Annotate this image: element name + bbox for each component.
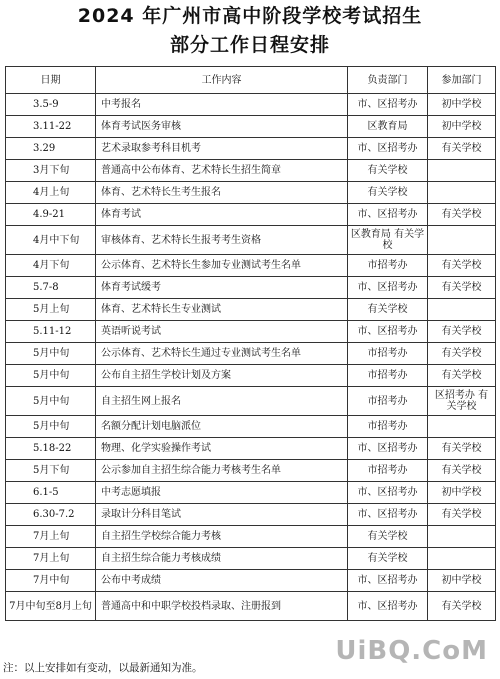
content-cell: 英语听说考试	[96, 321, 348, 343]
date-cell: 3月下旬	[6, 160, 96, 182]
content-cell: 自主招生网上报名	[96, 387, 348, 416]
table-row	[6, 526, 496, 548]
participating-dept-cell: 有关学校	[428, 460, 496, 482]
table-row	[6, 343, 496, 365]
schedule-table	[5, 66, 496, 621]
date-cell: 5月中旬	[6, 416, 96, 438]
header-responsible-dept: 负责部门	[348, 67, 428, 94]
responsible-dept-cell: 市、区招考办	[348, 277, 428, 299]
date-cell: 4月上旬	[6, 182, 96, 204]
responsible-dept-cell: 市、区招考办	[348, 592, 428, 621]
date-cell: 5月中旬	[6, 387, 96, 416]
responsible-dept-cell: 市招考办	[348, 365, 428, 387]
table-row	[6, 138, 496, 160]
responsible-dept-cell: 市、区招考办	[348, 204, 428, 226]
table-row	[6, 182, 496, 204]
content-cell: 公示体育、艺术特长生参加专业测试考生名单	[96, 255, 348, 277]
responsible-dept-cell: 市、区招考办	[348, 570, 428, 592]
participating-dept-cell: 初中学校	[428, 116, 496, 138]
table-header-row	[6, 67, 496, 94]
date-cell: 5.11-12	[6, 321, 96, 343]
content-cell: 艺术录取参考科目机考	[96, 138, 348, 160]
responsible-dept-cell: 有关学校	[348, 548, 428, 570]
content-cell: 公示参加自主招生综合能力考核考生名单	[96, 460, 348, 482]
content-cell: 自主招生学校综合能力考核	[96, 526, 348, 548]
participating-dept-cell: 有关学校	[428, 343, 496, 365]
participating-dept-cell	[428, 226, 496, 255]
responsible-dept-cell: 市招考办	[348, 387, 428, 416]
participating-dept-cell: 有关学校	[428, 504, 496, 526]
header-content: 工作内容	[96, 67, 348, 94]
content-cell: 体育考试	[96, 204, 348, 226]
participating-dept-cell: 有关学校	[428, 255, 496, 277]
participating-dept-cell	[428, 416, 496, 438]
table-row	[6, 226, 496, 255]
table-row	[6, 255, 496, 277]
table-row	[6, 482, 496, 504]
date-cell: 7月上旬	[6, 548, 96, 570]
table-row	[6, 387, 496, 416]
date-cell: 5月下旬	[6, 460, 96, 482]
date-cell: 5月中旬	[6, 365, 96, 387]
participating-dept-cell	[428, 299, 496, 321]
table-row	[6, 160, 496, 182]
date-cell: 7月中旬	[6, 570, 96, 592]
content-cell: 公布中考成绩	[96, 570, 348, 592]
responsible-dept-cell: 市、区招考办	[348, 482, 428, 504]
responsible-dept-cell: 区教育局 有关学校	[348, 226, 428, 255]
participating-dept-cell: 有关学校	[428, 277, 496, 299]
date-cell: 6.30-7.2	[6, 504, 96, 526]
responsible-dept-cell: 市、区招考办	[348, 138, 428, 160]
participating-dept-cell	[428, 526, 496, 548]
date-cell: 3.11-22	[6, 116, 96, 138]
participating-dept-cell: 初中学校	[428, 570, 496, 592]
table-row	[6, 438, 496, 460]
responsible-dept-cell: 有关学校	[348, 526, 428, 548]
participating-dept-cell	[428, 160, 496, 182]
title-block	[0, 0, 500, 62]
participating-dept-cell: 有关学校	[428, 138, 496, 160]
content-cell: 物理、化学实验操作考试	[96, 438, 348, 460]
responsible-dept-cell: 市招考办	[348, 460, 428, 482]
content-cell: 普通高中公布体育、艺术特长生招生简章	[96, 160, 348, 182]
date-cell: 4月下旬	[6, 255, 96, 277]
responsible-dept-cell: 区教育局	[348, 116, 428, 138]
content-cell: 体育、艺术特长生考生报名	[96, 182, 348, 204]
date-cell: 3.5-9	[6, 94, 96, 116]
date-cell: 3.29	[6, 138, 96, 160]
date-cell: 5月中旬	[6, 343, 96, 365]
responsible-dept-cell: 市招考办	[348, 343, 428, 365]
header-date: 日期	[6, 67, 96, 94]
table-row	[6, 548, 496, 570]
responsible-dept-cell: 市招考办	[348, 416, 428, 438]
responsible-dept-cell: 有关学校	[348, 182, 428, 204]
date-cell: 4.9-21	[6, 204, 96, 226]
date-cell: 5.7-8	[6, 277, 96, 299]
content-cell: 名额分配计划电脑派位	[96, 416, 348, 438]
content-cell: 中考报名	[96, 94, 348, 116]
table-row	[6, 365, 496, 387]
table-row	[6, 94, 496, 116]
date-cell: 5月上旬	[6, 299, 96, 321]
responsible-dept-cell: 市、区招考办	[348, 94, 428, 116]
content-cell: 公示体育、艺术特长生通过专业测试考生名单	[96, 343, 348, 365]
participating-dept-cell	[428, 182, 496, 204]
responsible-dept-cell: 市招考办	[348, 255, 428, 277]
participating-dept-cell: 有关学校	[428, 321, 496, 343]
table-row	[6, 592, 496, 621]
date-cell: 6.1-5	[6, 482, 96, 504]
participating-dept-cell	[428, 548, 496, 570]
table-row	[6, 277, 496, 299]
responsible-dept-cell: 市、区招考办	[348, 504, 428, 526]
content-cell: 体育考试缓考	[96, 277, 348, 299]
table-body	[6, 94, 496, 621]
page-title-line-2: 部分工作日程安排	[169, 34, 330, 56]
date-cell: 5.18-22	[6, 438, 96, 460]
header-participating-dept: 参加部门	[428, 67, 496, 94]
participating-dept-cell: 有关学校	[428, 204, 496, 226]
content-cell: 审核体育、艺术特长生报考考生资格	[96, 226, 348, 255]
date-cell: 7月上旬	[6, 526, 96, 548]
content-cell: 录取计分科目笔试	[96, 504, 348, 526]
content-cell: 体育、艺术特长生专业测试	[96, 299, 348, 321]
table-row	[6, 299, 496, 321]
table-row	[6, 504, 496, 526]
participating-dept-cell: 有关学校	[428, 438, 496, 460]
page-title-line-1: 2024 年广州市高中阶段学校考试招生	[77, 5, 423, 27]
table-row	[6, 204, 496, 226]
table-row	[6, 416, 496, 438]
watermark: UiBQ.CoM	[335, 636, 488, 666]
participating-dept-cell: 区招考办 有关学校	[428, 387, 496, 416]
table-row	[6, 116, 496, 138]
content-cell: 体育考试医务审核	[96, 116, 348, 138]
content-cell: 公布自主招生学校计划及方案	[96, 365, 348, 387]
content-cell: 自主招生综合能力考核成绩	[96, 548, 348, 570]
responsible-dept-cell: 有关学校	[348, 299, 428, 321]
responsible-dept-cell: 有关学校	[348, 160, 428, 182]
participating-dept-cell: 有关学校	[428, 592, 496, 621]
table-row	[6, 460, 496, 482]
content-cell: 普通高中和中职学校投档录取、注册报到	[96, 592, 348, 621]
date-cell: 4月中下旬	[6, 226, 96, 255]
responsible-dept-cell: 市、区招考办	[348, 321, 428, 343]
participating-dept-cell: 初中学校	[428, 94, 496, 116]
table-row	[6, 570, 496, 592]
footnote: 注：以上安排如有变动，以最新通知为准。	[3, 662, 203, 674]
content-cell: 中考志愿填报	[96, 482, 348, 504]
responsible-dept-cell: 市、区招考办	[348, 438, 428, 460]
participating-dept-cell: 初中学校	[428, 482, 496, 504]
table-row	[6, 321, 496, 343]
date-cell: 7月中旬至8月上旬	[6, 592, 96, 621]
participating-dept-cell: 有关学校	[428, 365, 496, 387]
